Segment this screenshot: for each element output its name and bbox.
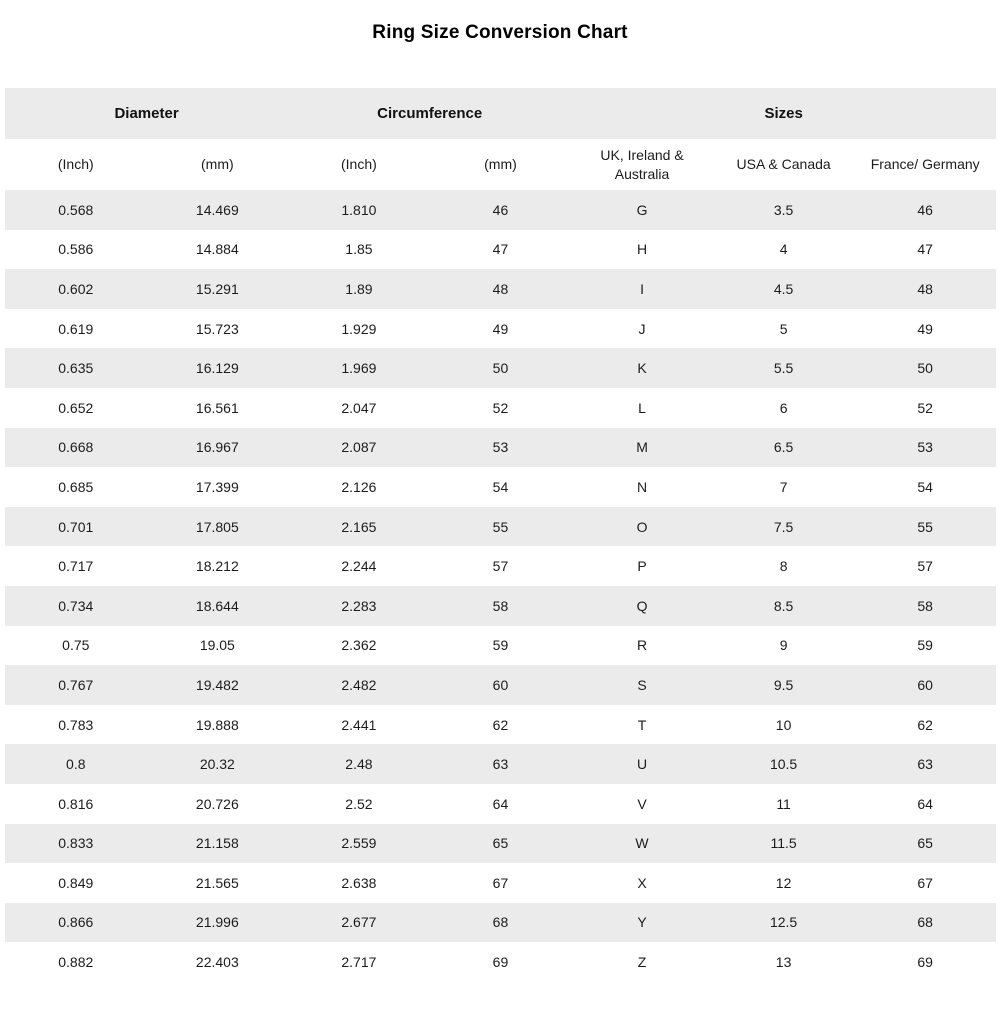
table-cell: 9 <box>713 626 855 666</box>
table-cell: 2.362 <box>288 626 430 666</box>
table-row <box>5 903 996 943</box>
table-cell: 52 <box>854 388 996 428</box>
table-cell: 0.783 <box>5 705 147 745</box>
table-cell: 55 <box>430 507 572 547</box>
table-cell: 64 <box>854 784 996 824</box>
table-row <box>5 348 996 388</box>
table-cell: 14.884 <box>147 230 289 270</box>
table-row <box>5 309 996 349</box>
table-cell: 2.48 <box>288 744 430 784</box>
ring-size-conversion-table <box>5 88 996 982</box>
table-cell: 17.805 <box>147 507 289 547</box>
table-cell: 62 <box>430 705 572 745</box>
table-row <box>5 744 996 784</box>
table-cell: W <box>571 824 713 864</box>
table-cell: 60 <box>430 665 572 705</box>
table-cell: 46 <box>430 190 572 230</box>
table-cell: 6.5 <box>713 428 855 468</box>
table-cell: 63 <box>430 744 572 784</box>
table-cell: 0.586 <box>5 230 147 270</box>
table-cell: 0.816 <box>5 784 147 824</box>
table-cell: 12 <box>713 863 855 903</box>
table-cell: 19.888 <box>147 705 289 745</box>
table-cell: 19.482 <box>147 665 289 705</box>
table-cell: 64 <box>430 784 572 824</box>
table-cell: 2.087 <box>288 428 430 468</box>
table-row <box>5 824 996 864</box>
table-column-header-row <box>5 139 996 190</box>
table-cell: 0.685 <box>5 467 147 507</box>
table-row <box>5 863 996 903</box>
table-cell: 10.5 <box>713 744 855 784</box>
table-cell: Y <box>571 903 713 943</box>
table-cell: 7 <box>713 467 855 507</box>
table-cell: I <box>571 269 713 309</box>
table-cell: 15.723 <box>147 309 289 349</box>
table-cell: 1.969 <box>288 348 430 388</box>
table-cell: 1.89 <box>288 269 430 309</box>
table-cell: 14.469 <box>147 190 289 230</box>
table-cell: 20.726 <box>147 784 289 824</box>
table-cell: 22.403 <box>147 942 289 982</box>
table-cell: 58 <box>854 586 996 626</box>
table-cell: J <box>571 309 713 349</box>
table-cell: 47 <box>854 230 996 270</box>
table-cell: 60 <box>854 665 996 705</box>
table-cell: 63 <box>854 744 996 784</box>
table-cell: U <box>571 744 713 784</box>
table-cell: 46 <box>854 190 996 230</box>
table-row <box>5 665 996 705</box>
column-header-france-germany: France/ Germany <box>854 139 996 190</box>
table-cell: 0.701 <box>5 507 147 547</box>
table-cell: 16.967 <box>147 428 289 468</box>
table-cell: 49 <box>430 309 572 349</box>
table-cell: 59 <box>430 626 572 666</box>
table-cell: 57 <box>854 546 996 586</box>
table-cell: H <box>571 230 713 270</box>
table-row <box>5 784 996 824</box>
table-cell: 0.619 <box>5 309 147 349</box>
table-cell: 0.635 <box>5 348 147 388</box>
table-cell: 68 <box>854 903 996 943</box>
table-cell: 10 <box>713 705 855 745</box>
table-cell: 8 <box>713 546 855 586</box>
table-cell: 2.047 <box>288 388 430 428</box>
table-cell: 49 <box>854 309 996 349</box>
table-cell: 6 <box>713 388 855 428</box>
table-cell: 50 <box>854 348 996 388</box>
table-cell: 9.5 <box>713 665 855 705</box>
table-cell: 54 <box>430 467 572 507</box>
group-header-sizes: Sizes <box>571 88 996 139</box>
table-cell: 0.668 <box>5 428 147 468</box>
table-cell: 16.561 <box>147 388 289 428</box>
table-cell: 69 <box>854 942 996 982</box>
table-row <box>5 388 996 428</box>
table-row <box>5 942 996 982</box>
table-cell: 48 <box>430 269 572 309</box>
table-cell: 69 <box>430 942 572 982</box>
table-body <box>5 190 996 982</box>
table-cell: 2.52 <box>288 784 430 824</box>
table-cell: 55 <box>854 507 996 547</box>
table-cell: 19.05 <box>147 626 289 666</box>
table-cell: 0.75 <box>5 626 147 666</box>
table-cell: L <box>571 388 713 428</box>
table-cell: 0.652 <box>5 388 147 428</box>
table-cell: 2.441 <box>288 705 430 745</box>
table-cell: 0.882 <box>5 942 147 982</box>
table-cell: 21.565 <box>147 863 289 903</box>
table-cell: Q <box>571 586 713 626</box>
table-cell: 15.291 <box>147 269 289 309</box>
table-cell: 2.638 <box>288 863 430 903</box>
column-header-diameter-inch: (Inch) <box>5 139 147 190</box>
table-cell: N <box>571 467 713 507</box>
table-cell: 5.5 <box>713 348 855 388</box>
table-cell: 0.849 <box>5 863 147 903</box>
table-cell: 21.158 <box>147 824 289 864</box>
table-cell: 2.559 <box>288 824 430 864</box>
table-cell: 58 <box>430 586 572 626</box>
table-cell: 54 <box>854 467 996 507</box>
table-cell: 0.833 <box>5 824 147 864</box>
table-row <box>5 428 996 468</box>
table-cell: 48 <box>854 269 996 309</box>
table-cell: 1.85 <box>288 230 430 270</box>
table-cell: 65 <box>854 824 996 864</box>
table-cell: O <box>571 507 713 547</box>
group-header-diameter: Diameter <box>5 88 288 139</box>
table-cell: M <box>571 428 713 468</box>
table-cell: Z <box>571 942 713 982</box>
table-cell: 4.5 <box>713 269 855 309</box>
table-cell: 0.8 <box>5 744 147 784</box>
table-cell: 12.5 <box>713 903 855 943</box>
table-cell: 2.244 <box>288 546 430 586</box>
table-group-header-row <box>5 88 996 139</box>
table-cell: 3.5 <box>713 190 855 230</box>
table-cell: 67 <box>430 863 572 903</box>
table-cell: S <box>571 665 713 705</box>
table-cell: 2.126 <box>288 467 430 507</box>
table-cell: 0.717 <box>5 546 147 586</box>
table-row <box>5 190 996 230</box>
table-cell: 11 <box>713 784 855 824</box>
column-header-diameter-mm: (mm) <box>147 139 289 190</box>
table-cell: 11.5 <box>713 824 855 864</box>
column-header-usa-canada: USA & Canada <box>713 139 855 190</box>
table-cell: 16.129 <box>147 348 289 388</box>
table-cell: 67 <box>854 863 996 903</box>
table-cell: 0.602 <box>5 269 147 309</box>
table-cell: 7.5 <box>713 507 855 547</box>
table-cell: 2.717 <box>288 942 430 982</box>
table-cell: 18.644 <box>147 586 289 626</box>
table-cell: 0.734 <box>5 586 147 626</box>
table-cell: 20.32 <box>147 744 289 784</box>
table-row <box>5 507 996 547</box>
table-row <box>5 626 996 666</box>
table-cell: 1.929 <box>288 309 430 349</box>
table-cell: 4 <box>713 230 855 270</box>
table-cell: 17.399 <box>147 467 289 507</box>
table-cell: 47 <box>430 230 572 270</box>
table-cell: 1.810 <box>288 190 430 230</box>
table-cell: 59 <box>854 626 996 666</box>
table-header <box>5 88 996 190</box>
table-cell: 57 <box>430 546 572 586</box>
column-header-circumference-inch: (Inch) <box>288 139 430 190</box>
table-cell: 2.165 <box>288 507 430 547</box>
table-cell: 62 <box>854 705 996 745</box>
table-cell: X <box>571 863 713 903</box>
table-cell: K <box>571 348 713 388</box>
table-cell: 2.677 <box>288 903 430 943</box>
table-row <box>5 467 996 507</box>
table-cell: 8.5 <box>713 586 855 626</box>
table-cell: T <box>571 705 713 745</box>
page-title: Ring Size Conversion Chart <box>372 22 628 43</box>
column-header-circumference-mm: (mm) <box>430 139 572 190</box>
table-cell: 68 <box>430 903 572 943</box>
table-row <box>5 546 996 586</box>
column-header-uk-ireland-australia: UK, Ireland & Australia <box>571 139 713 190</box>
table-cell: 50 <box>430 348 572 388</box>
table-cell: 0.767 <box>5 665 147 705</box>
table-row <box>5 586 996 626</box>
table-cell: 0.866 <box>5 903 147 943</box>
table-cell: 13 <box>713 942 855 982</box>
table-cell: 53 <box>430 428 572 468</box>
table-cell: 2.482 <box>288 665 430 705</box>
group-header-circumference: Circumference <box>288 88 571 139</box>
table-cell: 0.568 <box>5 190 147 230</box>
table-cell: 65 <box>430 824 572 864</box>
table-cell: R <box>571 626 713 666</box>
table-cell: G <box>571 190 713 230</box>
table-cell: 18.212 <box>147 546 289 586</box>
table-row <box>5 269 996 309</box>
table-cell: 2.283 <box>288 586 430 626</box>
table-cell: V <box>571 784 713 824</box>
table-cell: 21.996 <box>147 903 289 943</box>
table-cell: 53 <box>854 428 996 468</box>
table-cell: P <box>571 546 713 586</box>
table-row <box>5 230 996 270</box>
table-cell: 5 <box>713 309 855 349</box>
table-cell: 52 <box>430 388 572 428</box>
table-row <box>5 705 996 745</box>
